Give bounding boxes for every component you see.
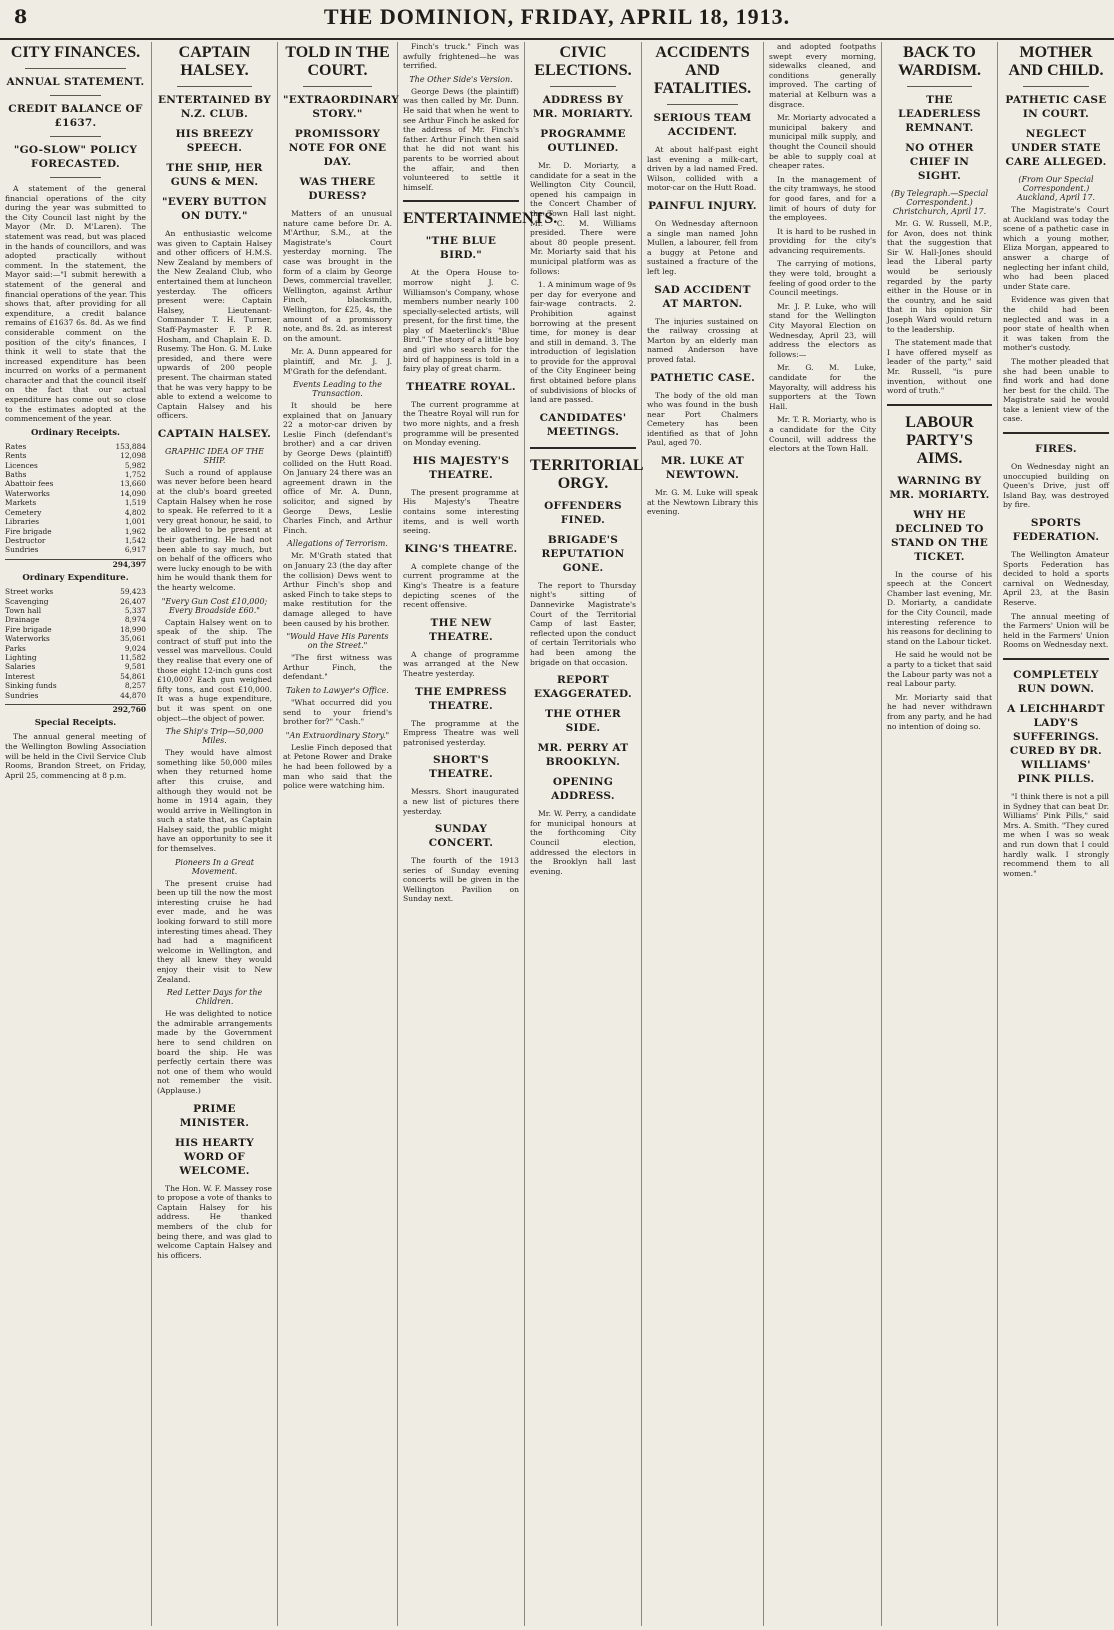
article-paragraph: Evidence was given that the child had been neglected and was in a poor state of health when it was taken from the mother's custody. (1003, 295, 1109, 353)
row-value: 8,257 (124, 681, 146, 691)
subheading: ENTERTAINED BY N.Z. CLUB. (157, 94, 271, 120)
dateline: (By Telegraph.—Special Correspondent.) Christchurch, April 17. (890, 189, 989, 216)
subheading: "EVERY BUTTON ON DUTY." (161, 196, 268, 222)
subheading: SERIOUS TEAM ACCIDENT. (653, 112, 752, 138)
headline: BACK TO WARDISM. (897, 44, 982, 79)
row-value: 6,917 (124, 545, 146, 555)
row-value: 9,581 (124, 662, 146, 672)
subheading: A LEICHHARDT LADY'S SUFFERINGS. CURED BY DR. WILLIAMS' PINK PILLS. (1007, 702, 1105, 785)
row-label: Fire brigade (5, 624, 52, 634)
receipts-total: 294,397 (5, 559, 146, 569)
article-paragraph: and adopted footpaths swept every morning, sidewalks cleaned, and conditions generally improved. The carting of material at Kelburn was a disgrace. (769, 42, 876, 109)
subheading: Allegations of Terrorism. (287, 539, 388, 549)
subheading: WARNING BY MR. MORIARTY. (889, 474, 990, 501)
dateline: (From Our Special Correspondent.) Auckland, April 17. (1016, 175, 1096, 202)
headline: ENTERTAINMENTS. (403, 210, 558, 228)
subheading: THE EMPRESS THEATRE. (415, 685, 507, 712)
row-value: 8,974 (124, 615, 146, 625)
subheading: "EXTRAORDINARY STORY." (283, 94, 400, 120)
subheading: Events Leading to the Transaction. (292, 380, 383, 399)
table-row (5, 634, 146, 643)
subheading: BRIGADE'S REPUTATION GONE. (541, 533, 625, 574)
subheading: SAD ACCIDENT AT MARTON. (654, 283, 751, 310)
article-paragraph: The carrying of motions, they were told, brought a feeling of good order to the Council meetings. (769, 259, 876, 298)
subheading: CAPTAIN HALSEY. (157, 427, 272, 440)
article-paragraph: "The first witness was Arthur Finch, the defendant." (283, 653, 392, 682)
subheading: Pioneers In a Great Movement. (175, 857, 254, 876)
column-civic-elections (525, 42, 642, 1626)
newspaper-page (0, 42, 1114, 1628)
article-paragraph: Mr. G. W. Russell, M.P., for Avon, does not think that the suggestion that Sir W. Hall-Jones should lead the Liberal party would be seriously regarded by the party either in the House or in the country, and he said that in his opinion Sir Joseph Ward would return to the leadership. (887, 219, 992, 334)
table-heading: Ordinary Receipts. (30, 427, 121, 438)
row-label: Abattoir fees (5, 479, 54, 489)
subheading: "Would Have His Parents on the Street." (286, 632, 389, 651)
headline: CIVIC ELECTIONS. (534, 44, 632, 79)
table-row (5, 615, 146, 624)
article-paragraph: The annual general meeting of the Wellington Bowling Association will be held in the Civil Service Club Rooms, Brandon Street, on Friday, April 25, commencing at 8 p.m. (5, 732, 146, 780)
article-paragraph: The present programme at His Majesty's Theatre contains some interesting items, and is well worth seeing. (403, 487, 519, 536)
subheading: THEATRE ROYAL. (406, 380, 516, 393)
row-label: Rents (5, 451, 27, 461)
subheading: THE SHIP, HER GUNS & MEN. (166, 162, 263, 188)
subheading: MR. LUKE AT NEWTOWN. (660, 455, 745, 482)
article-paragraph: In the management of the city tramways, he stood for good fares, and for a limit of hours of duty for the employees. (769, 174, 876, 223)
subheading: PATHETIC CASE IN COURT. (1005, 94, 1107, 120)
subheading: The Other Side's Version. (409, 74, 513, 84)
headline: ACCIDENTS AND FATALITIES. (653, 44, 752, 97)
article-paragraph: At about half-past eight last evening a milk-cart, driven by a lad named Fred. Wilson, collided with a motor-car on the Hutt Road. (647, 145, 758, 193)
row-label: Baths (5, 470, 27, 480)
article-paragraph: It should be here explained that on January 22 a motor-car driven by Leslie Finch (defendant's brother) and a car driven by George Dews (plaintiff) collided on the Hutt Road. On January 24 there was an agreement drawn in the office of Mr. A. Dunn, solicitor, and signed by George Dews, Leslie Charles Finch, and Arthur Finch. (283, 401, 392, 535)
article-paragraph: The body of the old man who was found in the bush near Port Chalmers Cemetery has been identified as that of John Paul, aged 70. (647, 390, 758, 448)
table-row (5, 545, 146, 554)
subheading: NO OTHER CHIEF IN SIGHT. (905, 142, 974, 182)
article-paragraph: The Hon. W. F. Massey rose to propose a vote of thanks to Captain Halsey for his address. He thanked members of the club for being there, and was glad to welcome Captain Halsey and his officers. (157, 1183, 272, 1260)
row-value: 18,990 (120, 624, 146, 634)
row-value: 12,098 (120, 451, 146, 461)
subheading: NEGLECT UNDER STATE CARE ALLEGED. (1005, 128, 1107, 168)
row-label: Fire brigade (5, 526, 52, 536)
article-paragraph: Such a round of applause was never before been heard at the club's board greeted Captain Halsey when he rose to speak. He referred to it a very great honour, he said, to be allowed to be present at their gathering. He had not been able to say much, but on behalf of the officers who were lucky enough to be with him he would thank them for the hearty welcome. (157, 467, 272, 592)
article-paragraph: George Dews (the plaintiff) was then called by Mr. Dunn. He said that when he went to see Arthur Finch he asked for the address of Mr. Finch's father. Arthur Finch then said that he did not want his parents to be worried about the affair, and then volunteered to settle it himself. (403, 86, 519, 192)
subheading: GRAPHIC IDEA OF THE SHIP. (165, 446, 264, 465)
row-label: Markets (5, 498, 37, 508)
expenditure-total: 292,760 (5, 704, 146, 714)
article-paragraph: Mr. W. Perry, a candidate for municipal honours at the forthcoming City Council election, addressed the electors in the Brooklyn hall last evening. (530, 809, 636, 876)
subheading: ANNUAL STATEMENT. (6, 76, 145, 88)
newspaper-title: THE DOMINION, FRIDAY, APRIL 18, 1913. (323, 4, 791, 29)
row-label: Sundries (5, 545, 39, 555)
row-value: 1,752 (124, 470, 146, 480)
subheading: MR. PERRY AT BROOKLYN. (537, 742, 629, 769)
article-paragraph: They would have almost something like 50,000 miles when they returned home after this cruise, and although they would not be home in 1914 again, they would arrive in Wellington in such a state that, as Captain Halsey said, the public might have an opportunity to see it for themselves. (157, 748, 272, 854)
subheading: COMPLETELY RUN DOWN. (1013, 668, 1099, 695)
article-paragraph: The injuries sustained on the railway crossing at Marton by an elderly man named Anderson have proved fatal. (647, 316, 758, 364)
masthead (0, 0, 1114, 40)
article-paragraph: Mr. G. M. Luke will speak at the Newtown Library this evening. (647, 488, 758, 517)
row-label: Licences (5, 460, 38, 470)
row-value: 44,870 (120, 690, 146, 700)
article-paragraph: Mr. M'Grath stated that on January 23 (the day after the collision) Dews went to Arthur Finch's shop and asked Finch to take steps to make restitution for the damage alleged to have been caused by his brother. (283, 551, 392, 628)
row-label: Cemetery (5, 507, 42, 517)
table-row (5, 681, 146, 690)
subheading: ADDRESS BY MR. MORIARTY. (532, 94, 634, 120)
subheading: THE OTHER SIDE. (545, 708, 621, 735)
row-label: Libraries (5, 517, 40, 527)
subheading: SPORTS FEDERATION. (1012, 517, 1100, 544)
article-paragraph: It is hard to be rushed in providing for the city's advancing requirements. (769, 226, 876, 255)
article-paragraph: The annual meeting of the Farmers' Union will be held in the Farmers' Union Rooms on Wednesday next. (1003, 611, 1109, 650)
subheading: FIRES. (1035, 443, 1077, 456)
article-paragraph: "I think there is not a pill in Sydney that can beat Dr. Williams' Pink Pills," said Mrs. A. Smith. "They cured me when I was so weak and run down that I could hardly walk. I strongly recommend them to all women." (1003, 791, 1109, 878)
row-value: 5,982 (124, 460, 146, 470)
table-row (5, 498, 146, 507)
article-paragraph: On Wednesday afternoon a single man named John Mullen, a labourer, fell from a buggy at Petone and sustained a fracture of the left leg. (647, 218, 758, 276)
column-mother-and-child (998, 42, 1114, 1626)
headline: TERRITORIAL ORGY. (530, 456, 644, 492)
subheading: KING'S THEATRE. (404, 542, 518, 555)
row-label: Parks (5, 643, 26, 653)
article-paragraph: An enthusiastic welcome was given to Captain Halsey and other officers of H.M.S. New Zealand by members of the New Zealand Club, who entertained them at luncheon yesterday. The officers present were: Captain Halsey, Lieutenant-Commander T. H. Turner, Staff-Paymaster F. P. R. Hosham, and Chaplain E. D. Rusemy. The Hon. G. M. Luke presided, and there were upwards of 200 people present. The chairman stated that he was very happy to be able to extend a welcome to Captain Halsey and his officers. (157, 229, 272, 421)
table-row (5, 527, 146, 536)
subheading: REPORT EXAGGERATED. (534, 674, 632, 701)
row-value: 26,407 (120, 596, 146, 606)
article-paragraph: In the course of his speech at the Concert Chamber last evening, Mr. D. Moriarty, a candidate for the City Council, made interesting reference to his reasons for declining to stand on the Labour ticket. (887, 569, 992, 646)
headline: CITY FINANCES. (10, 44, 141, 61)
expenditure-table (5, 587, 146, 700)
row-label: Destructor (5, 535, 46, 545)
row-label: Salaries (5, 662, 36, 672)
article-paragraph: Mr. G. M. Luke, candidate for the Mayoralty, will address his supporters at the Town Hall. (769, 363, 876, 411)
column-told-in-court (278, 42, 398, 1626)
row-value: 1,542 (124, 535, 146, 545)
table-row (5, 489, 146, 498)
article-paragraph: On Wednesday night an unoccupied building on Queen's Drive, just off Island Bay, was destroyed by fire. (1003, 462, 1109, 510)
table-heading: Ordinary Expenditure. (22, 573, 129, 584)
row-label: Lighting (5, 652, 37, 662)
row-value: 59,423 (120, 587, 146, 597)
row-value: 1,001 (124, 517, 146, 527)
page-number: 8 (14, 6, 28, 28)
article-paragraph: The Wellington Amateur Sports Federation has decided to hold a sports carnival on Wednesday, April 23, at the Basin Reserve. (1003, 550, 1109, 607)
row-value: 5,337 (124, 605, 146, 615)
subheading: "Every Gun Cost £10,000; Every Broadside £60." (161, 596, 268, 615)
article-paragraph: The current programme at the Theatre Royal will run for two more nights, and a fresh programme will be presented on Monday evening. (403, 399, 519, 448)
subheading: PAINFUL INJURY. (648, 199, 757, 212)
subheading: WHY HE DECLINED TO STAND ON THE TICKET. (890, 508, 989, 563)
subheading: "THE BLUE BIRD." (425, 235, 497, 262)
table-row (5, 470, 146, 479)
column-entertainments (398, 42, 558, 1626)
table-row (5, 625, 146, 634)
row-label: Sundries (5, 690, 39, 700)
article-paragraph: The present cruise had been up till the now the most interesting cruise he had ever made, and he was looking forward to still more interesting times ahead. They had had a magnificent welcome in Wellington, and they all knew they would enjoy their visit to New Zealand. (157, 878, 272, 984)
table-row (5, 587, 146, 596)
row-value: 11,582 (120, 652, 146, 662)
subheading: SUNDAY CONCERT. (428, 823, 494, 850)
row-label: Street works (5, 587, 54, 597)
subheading: OPENING ADDRESS. (551, 776, 615, 803)
article-paragraph: Mr. T. R. Moriarty, who is a candidate for the City Council, will address the electors at the Town Hall. (769, 415, 876, 454)
row-label: Interest (5, 671, 35, 681)
article-paragraph: 1. A minimum wage of 9s per day for everyone and fair-wage contracts. 2. Prohibition against borrowing at the present time, for money is dear and still in demand. 3. The introduction of legislation to provide for the approval of the City Engineer being first obtained before plans of subdivisions of blocks of land are passed. (530, 280, 636, 405)
subheading: Red Letter Days for the Children. (166, 988, 263, 1007)
subheading: THE NEW THEATRE. (429, 616, 493, 643)
row-label: Rates (5, 441, 27, 451)
table-row (5, 597, 146, 606)
subheading: HIS BREEZY SPEECH. (175, 128, 254, 154)
column-accidents (642, 42, 764, 1626)
row-value: 153,884 (115, 441, 146, 451)
subheading: PROGRAMME OUTLINED. (540, 128, 626, 154)
article-paragraph: Messrs. Short inaugurated a new list of pictures there yesterday. (403, 787, 519, 816)
table-row (5, 451, 146, 460)
article-paragraph: A complete change of the current programme at the King's Theatre is a feature depicting scenes of the recent offensive. (403, 561, 519, 610)
row-value: 9,024 (124, 643, 146, 653)
subheading: WAS THERE DURESS? (299, 176, 376, 202)
table-row (5, 479, 146, 488)
subheading: The Ship's Trip—50,000 Miles. (165, 727, 264, 746)
subheading: "An Extraordinary Story." (285, 730, 390, 740)
column-back-to-wardism (882, 42, 998, 1626)
row-value: 14,090 (120, 488, 146, 498)
row-value: 13,660 (120, 479, 146, 489)
subheading: HIS HEARTY WORD OF WELCOME. (175, 1136, 254, 1177)
headline: LABOUR PARTY'S AIMS. (905, 413, 974, 467)
subheading: CREDIT BALANCE OF £1637. (8, 103, 143, 129)
table-row (5, 662, 146, 671)
article-paragraph: He was delighted to notice the admirable arrangements made by the Government here to send children on board the ship. He was perfectly certain there was not one of them who would not remember the visit. (Applause.) (157, 1009, 272, 1095)
table-heading: Special Receipts. (34, 718, 117, 729)
subheading: Taken to Lawyer's Office. (286, 685, 389, 695)
article-paragraph: The statement made that I have offered myself as leader of the party," said Mr. Russell, "is pure invention, without one word of truth." (887, 338, 992, 396)
article-paragraph: The mother pleaded that she had been unable to find work and had done her best for the child. The Magistrate said he would take a lenient view of the case. (1003, 356, 1109, 424)
row-label: Scavenging (5, 596, 49, 606)
subheading: PATHETIC CASE. (649, 371, 756, 384)
row-label: Town hall (5, 605, 42, 615)
article-paragraph: The programme at the Empress Theatre was well patronised yesterday. (403, 718, 519, 747)
row-label: Sinking funds (5, 681, 57, 691)
article-paragraph: A change of programme was arranged at the New Theatre yesterday. (403, 649, 519, 678)
row-label: Waterworks (5, 488, 50, 498)
row-value: 35,061 (120, 634, 146, 644)
article-paragraph: Mr. Moriarty advocated a municipal bakery and municipal milk supply, and thought the Council should be able to supply coal at cheaper rates. (769, 113, 876, 171)
subheading: PRIME MINISTER. (179, 1102, 250, 1129)
column-civic-continued (764, 42, 882, 1626)
subheading: SHORT'S THEATRE. (429, 754, 493, 781)
row-label: Drainage (5, 615, 40, 625)
column-captain-halsey (152, 42, 278, 1626)
row-value: 4,802 (124, 507, 146, 517)
row-value: 1,519 (124, 498, 146, 508)
table-row (5, 606, 146, 615)
headline: MOTHER AND CHILD. (1008, 44, 1104, 79)
table-row (5, 644, 146, 653)
article-paragraph: Captain Halsey went on to speak of the ship. The contract of stuff put into the vessel was marvellous. Could they realise that every one of those eight 12-inch guns cost £10,000? Each gun weighed fifty tons, and cost £10,000. It was a huge expenditure, but it was spent on one object—the object of power. (157, 617, 272, 723)
table-row (5, 461, 146, 470)
article-paragraph: The Magistrate's Court at Auckland was today the scene of a pathetic case in which a young mother, Eliza Morgan, appeared to answer a charge of neglecting her infant child, who had been placed under State care. (1003, 205, 1109, 291)
table-row (5, 653, 146, 662)
row-label: Waterworks (5, 634, 50, 644)
table-row (5, 442, 146, 451)
article-paragraph: The fourth of the 1913 series of Sunday evening concerts will be given in the Wellington Pavilion on Sunday next. (403, 856, 519, 904)
article-paragraph: He said he would not be a party to a ticket that said the Labour party was not a real Labour party. (887, 650, 992, 689)
receipts-table (5, 442, 146, 555)
article-paragraph: Matters of an unusual nature came before Dr. A. M'Arthur, S.M., at the Magistrate's Court yesterday morning. The case was brought in the form of a claim by George Dews, commercial traveller, Wellington, against Arthur Finch, blacksmith, Wellington, for £25, 4s, the amount of a promissory note, and 8s. 2d. as interest on the amount. (283, 209, 392, 343)
article-paragraph: Leslie Finch deposed that at Petone Rower and Drake he had been followed by a man who said that the police were watching him. (283, 742, 392, 791)
article-paragraph: "What occurred did you send to your friend's brother for?" "Cash." (283, 697, 392, 727)
subheading: HIS MAJESTY'S THEATRE. (412, 454, 510, 481)
subheading: OFFENDERS FINED. (544, 499, 622, 526)
table-row (5, 508, 146, 517)
column-city-finances (0, 42, 152, 1626)
table-row (5, 536, 146, 545)
article-paragraph: Mr. J. P. Luke, who will stand for the Wellington City Mayoral Election on Wednesday, April 23, will address the electors as follows:— (769, 301, 876, 359)
row-value: 54,861 (120, 671, 146, 681)
article-paragraph: Mr. A. Dunn appeared for plaintiff, and Mr. J. J. M'Grath for the defendant. (283, 347, 392, 376)
subheading: PROMISSORY NOTE FOR ONE DAY. (288, 128, 387, 168)
table-row (5, 517, 146, 526)
table-row (5, 691, 146, 700)
article-paragraph: The report to Thursday night's sitting of Dannevirke Magistrate's Court of the Territorial Camp of last Easter, reflected upon the conduct of certain Territorials who had been among the brigade on that occasion. (530, 580, 636, 667)
article-paragraph: At the Opera House to-morrow night J. C. Williamson's Company, whose members number nearly 100 specially-selected artists, will present, for the first time, the play of Maeterlinck's "Blue Bird." The story of a little boy and girl who search for the bird of happiness is told in a fairy play of great charm. (403, 268, 519, 374)
article-paragraph: Mr. D. Moriarty, a candidate for a seat in the Wellington City Council, opened his campaign in the Concert Chamber of the Town Hall last night. Mr. C. M. Williams presided. There were about 80 people present. Mr. Moriarty said that his municipal platform was as follows: (530, 161, 636, 276)
headline: CAPTAIN HALSEY. (178, 44, 251, 79)
subheading: "GO-SLOW" POLICY FORECASTED. (13, 144, 138, 170)
headline: TOLD IN THE COURT. (285, 44, 390, 79)
subheading: CANDIDATES' MEETINGS. (539, 411, 627, 438)
article-paragraph: Mr. Moriarty said that he had never withdrawn from any party, and he had no intention of doing so. (887, 692, 992, 731)
article-paragraph: A statement of the general financial operations of the city during the year was submitted to the City Council last night by the Mayor (Mr. D. M'Laren). The statement was read, but was placed in the hands of councillors, and was adopted practically without comment. In the statement, the Mayor said:—"I submit herewith a statement of the general and financial operations of the year. This shows that, after providing for all expenditure, a credit balance remains of £1637 6s. 8d. As we find considerable comment on the position of the city's finances, I think it well to state that the increased expenditure has been incurred on works of a permanent character and that the council itself on the fact that our actual expenditure has come out so close to the estimates adopted at the commencement of the year. (5, 184, 146, 424)
table-row (5, 672, 146, 681)
row-value: 1,962 (124, 526, 146, 536)
article-paragraph: Finch's truck." Finch was awfully frightened—he was terrified. (403, 42, 519, 71)
subheading: THE LEADERLESS REMNANT. (898, 94, 981, 134)
